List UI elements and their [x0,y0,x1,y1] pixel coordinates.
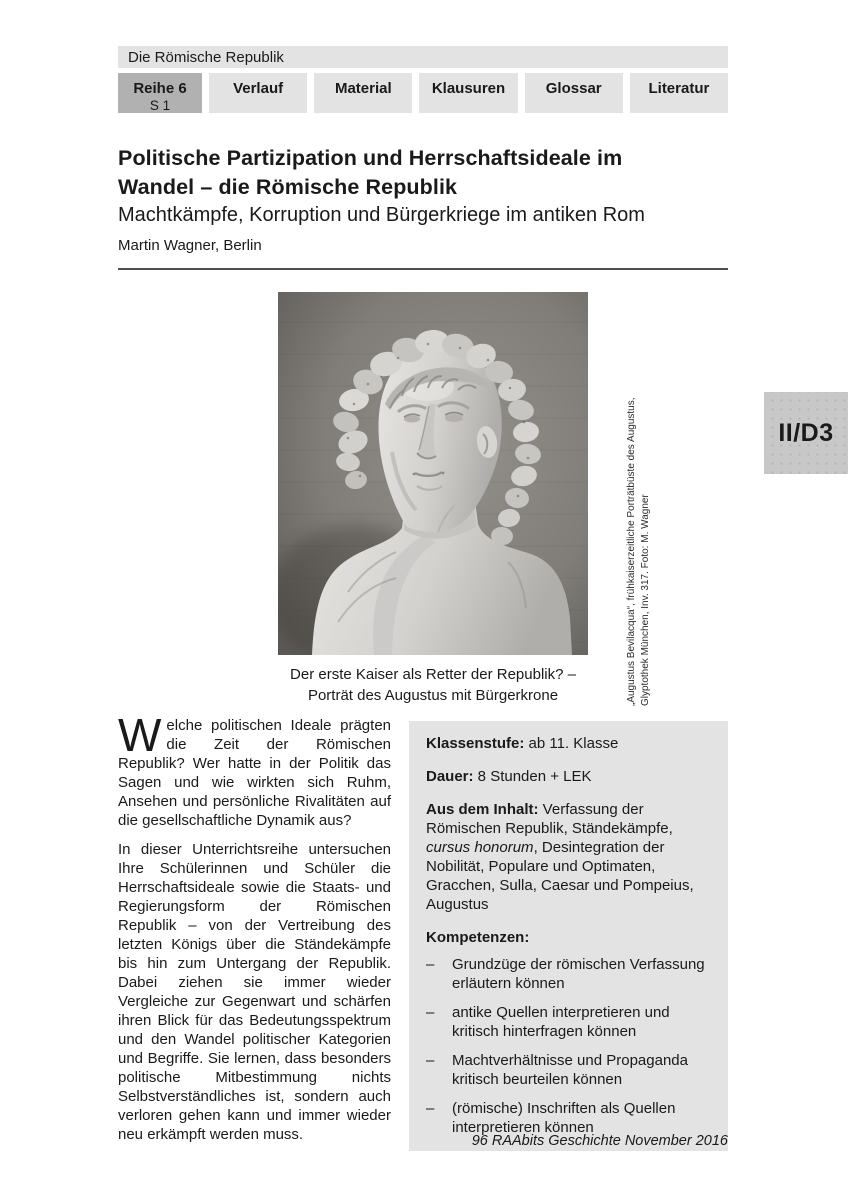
intro-text-column [118,709,391,1154]
info-inhalt-label: Aus dem Inhalt: [426,801,539,818]
tab-bar [118,73,728,113]
augustus-bust-photo [278,292,588,655]
series-title-bar [118,46,728,68]
series-title: Die Römische Republik [128,48,284,66]
author-line: Martin Wagner, Berlin [118,237,262,254]
intro-paragraph-1-text: elche politischen Ideale prägten die Zeit der Römischen Republik? Wer hatte in der Politik das Sagen und wie wirkten sich Ruhm, Ansehen und persönliche Rivalitäten auf die gesellschaftliche Dynamik aus? [118,717,391,829]
info-dauer [426,767,711,786]
info-inhalt-italic: cursus honorum [426,839,534,856]
intro-paragraph-2: In dieser Unterrichtsreihe untersuchen Ihre Schülerinnen und Schüler die Herrschaftsideale sowie die Staats- und Regierungsform der Römischen Republik – von der Vertreibung des letzten Königs über die Ständekämpfe bis hin zum Untergang der Republik. Dabei ziehen sie immer wieder Vergleiche zur Gegenwart und schärfen ihren Blick für das Bedeutungsspektrum und den Wandel politischer Kategorien und Begriffe. Sie lernen, dass besonders politische Mitbestimmung nichts Selbstverständliches ist, sondern auch verloren gehen kann und immer wieder neu erkämpft werden muss. [118,841,391,1143]
tab-verlauf-label: Verlauf [233,80,284,97]
info-kompetenzen [426,928,711,1137]
info-inhalt-text2: , Desintegration der Nobilität, Populare und Optimaten, Gracchen, Sulla, Caesar und Pompeius, Augustus [426,839,694,913]
horizontal-rule [118,268,728,270]
dash-bullet: – [426,1004,435,1021]
tab-reihe-sublabel: S 1 [149,98,171,113]
tab-literatur[interactable] [630,73,728,113]
unit-code: II/D3 [778,418,834,447]
unit-code-tab [764,392,848,474]
figure-augustus-bust [278,292,651,706]
footer-issue-line: 96 RAAbits Geschichte November 2016 [471,1133,728,1149]
tab-reihe-label: Reihe 6 [133,80,187,97]
figure-caption-line2: Porträt des Augustus mit Bürgerkrone [307,687,559,704]
page-subtitle: Machtkämpfe, Korruption und Bürgerkriege im antiken Rom [118,204,645,226]
list-item [426,1051,711,1089]
info-kompetenzen-label: Kompetenzen: [426,929,530,946]
tab-klausuren-label: Klausuren [431,80,506,97]
info-dauer-value: 8 Stunden + LEK [473,768,592,785]
photo-credit-line1: „Augustus Bevilacqua“, frühkaiserzeitliche Porträtbüste des Augustus, [626,397,637,706]
dropcap: W [118,709,162,761]
intro-paragraph-1 [118,709,391,830]
tab-klausuren[interactable] [419,73,517,113]
page-title-line2: Wandel – die Römische Republik [118,175,458,199]
tab-glossar[interactable] [525,73,623,113]
kompetenzen-list [426,955,711,1137]
tab-reihe[interactable] [118,73,202,113]
tab-verlauf[interactable] [209,73,307,113]
figure-caption [278,664,588,706]
page-title [118,144,734,202]
info-klassenstufe-label: Klassenstufe: [426,735,525,752]
list-item [426,1003,711,1041]
figure-caption-line1: Der erste Kaiser als Retter der Republik? – [290,666,576,683]
list-item-text: Grundzüge der römischen Verfassung erläutern können [452,956,705,992]
info-inhalt-text1: Verfassung der Römischen Republik, Ständekämpfe, [426,801,673,837]
info-box [409,721,728,1151]
info-inhalt [426,800,711,914]
list-item [426,1099,711,1137]
photo-credit-line2: Glyptothek München, Inv. 317. Foto: M. Wagner [639,494,651,706]
info-klassenstufe-value: ab 11. Klasse [524,735,619,752]
info-klassenstufe [426,734,711,753]
dash-bullet: – [426,1052,435,1069]
list-item-text: antike Quellen interpretieren und kritisch hinterfragen können [452,1004,670,1040]
dash-bullet: – [426,1100,435,1117]
page-title-line1: Politische Partizipation und Herrschaftsideale im [118,146,623,170]
tab-glossar-label: Glossar [545,80,602,97]
list-item-text: (römische) Inschriften als Quellen interpretieren können [452,1100,676,1136]
tab-material-label: Material [334,80,392,97]
info-dauer-label: Dauer: [426,768,474,785]
tab-material[interactable] [314,73,412,113]
list-item-text: Machtverhältnisse und Propaganda kritisch beurteilen können [452,1052,688,1088]
list-item [426,955,711,993]
dash-bullet: – [426,956,435,973]
tab-literatur-label: Literatur [648,80,710,97]
